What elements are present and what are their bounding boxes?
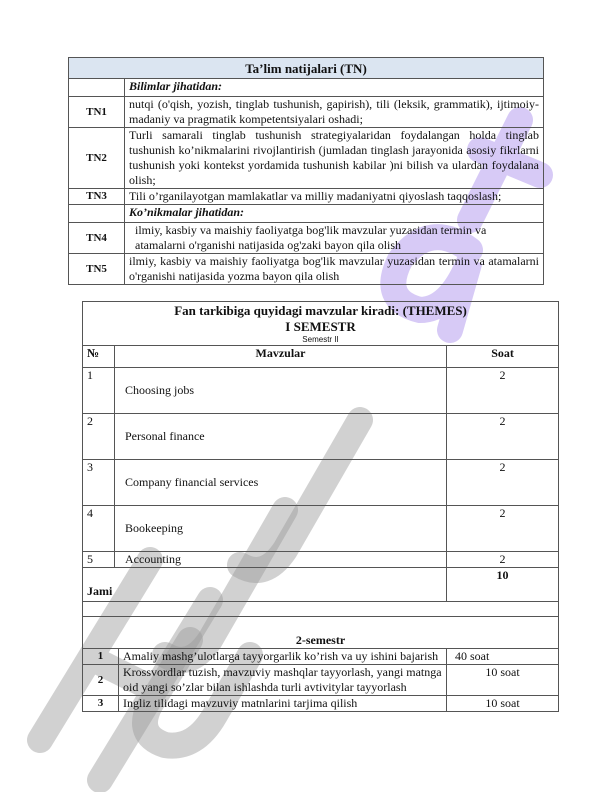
row-hours: 2	[447, 552, 559, 568]
row-topic: Personal finance	[115, 414, 447, 460]
empty-cell	[69, 79, 125, 97]
table-row	[83, 414, 559, 460]
skills-heading: Ko’nikmalar jihatidan:	[125, 205, 544, 223]
outcome-code: TN3	[69, 189, 125, 205]
empty-row	[83, 602, 559, 617]
outcome-text: ilmiy, kasbiy va maishiy faoliyatga bog'lik mavzular yuzasidan termin va atamalarni o'rganishi natijasida yozma bayon qila olish	[125, 254, 544, 285]
learning-outcomes-table	[68, 57, 544, 285]
outcome-text: Turli samarali tinglab tushunish strategiyalaridan foydalangan holda tinglab tushunish ko’nikmalarini rivojlantirish (jumladan tinglash jarayonida asosiy fikrlarni tushunish yoki kontekst yordamida tushunish kabilar )ni bilish va ulardan foydalana olish;	[125, 128, 544, 189]
table-row	[83, 506, 559, 552]
semester-title: I SEMESTR	[285, 319, 356, 334]
row-text: Amaliy mashg’ulotlarga tayyorgarlik ko’rish va uy ishini bajarish	[119, 649, 447, 665]
col-header-hours: Soat	[447, 346, 559, 368]
row-topic: Accounting	[115, 552, 447, 568]
empty-cell	[69, 205, 125, 223]
table-row	[69, 128, 544, 189]
table-row	[83, 649, 559, 665]
outcome-text: nutqi (o'qish, yozish, tinglab tushunish, gapirish), tili (leksik, grammatik), ijtimoiy-madaniy va pragmatik kompetentsiyalari oshadi;	[125, 97, 544, 128]
row-hours: 2	[447, 414, 559, 460]
row-num: 2	[83, 414, 115, 460]
row-hours: 2	[447, 460, 559, 506]
table-row	[69, 189, 544, 205]
table-row	[69, 223, 544, 254]
row-hours: 10 soat	[447, 665, 559, 696]
outcomes-title: Ta’lim natijalari (TN)	[69, 58, 544, 79]
table-row	[83, 665, 559, 696]
themes-title: Fan tarkibiga quyidagi mavzular kiradi: (THEMES)	[174, 303, 467, 318]
row-num: 4	[83, 506, 115, 552]
row-num: 2	[83, 665, 119, 696]
outcome-code: TN1	[69, 97, 125, 128]
row-topic: Company financial services	[115, 460, 447, 506]
semester2-title: 2-semestr	[83, 617, 559, 649]
outcome-text: Tili o’rganilayotgan mamlakatlar va milliy madaniyatni qiyoslash taqqoslash;	[125, 189, 544, 205]
total-label: Jami	[83, 568, 447, 602]
row-hours: 10 soat	[447, 696, 559, 712]
table-row	[69, 254, 544, 285]
table-row	[83, 460, 559, 506]
semester-subtitle: Semestr II	[302, 335, 339, 344]
outcome-code: TN4	[69, 223, 125, 254]
row-text: Krossvordlar tuzish, mavzuviy mashqlar tayyorlash, yangi matnga oid yangi so’zlar bilan ishlashda turli avtivitylar tayyorlash	[119, 665, 447, 696]
table-row	[83, 368, 559, 414]
row-hours: 40 soat	[447, 649, 559, 665]
row-num: 1	[83, 368, 115, 414]
row-topic: Bookeeping	[115, 506, 447, 552]
row-num: 1	[83, 649, 119, 665]
row-hours: 2	[447, 506, 559, 552]
row-num: 3	[83, 696, 119, 712]
table-row	[83, 552, 559, 568]
col-header-num: №	[83, 346, 115, 368]
row-num: 5	[83, 552, 115, 568]
col-header-topic: Mavzular	[115, 346, 447, 368]
total-value: 10	[447, 568, 559, 602]
outcome-code: TN2	[69, 128, 125, 189]
themes-table	[82, 301, 559, 712]
outcome-text: ilmiy, kasbiy va maishiy faoliyatga bog'lik mavzular yuzasidan termin va atamalarni o'rganishi natijasida og'zaki bayon qila olish	[125, 223, 544, 254]
row-hours: 2	[447, 368, 559, 414]
outcome-code: TN5	[69, 254, 125, 285]
table-row	[69, 97, 544, 128]
row-text: Ingliz tilidagi mavzuviy matnlarini tarjima qilish	[119, 696, 447, 712]
row-topic: Choosing jobs	[115, 368, 447, 414]
table-row	[83, 696, 559, 712]
knowledge-heading: Bilimlar jihatidan:	[125, 79, 544, 97]
row-num: 3	[83, 460, 115, 506]
